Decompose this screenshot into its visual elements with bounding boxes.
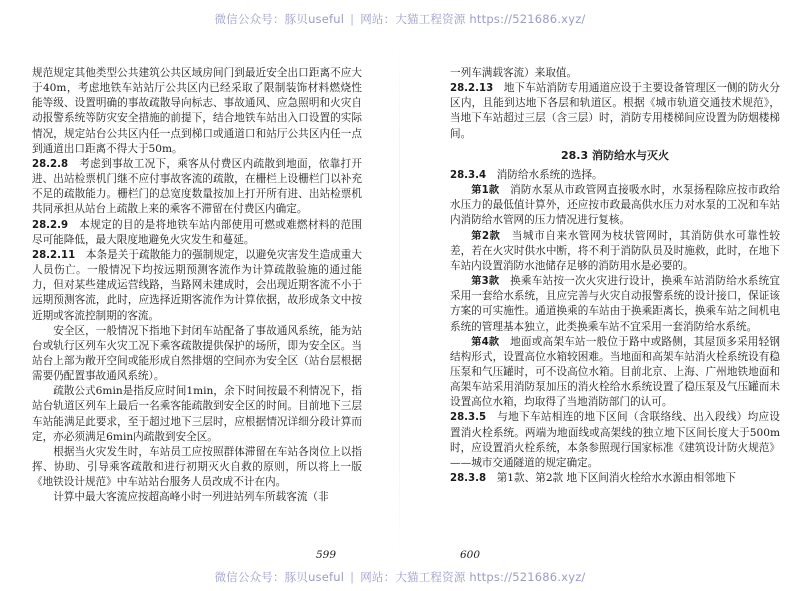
item-label: 第2款 xyxy=(471,230,501,242)
clause-number: 28.2.11 xyxy=(32,249,76,261)
paragraph: 安全区，一般情况下指地下封闭车站配备了事故通风系统，能为站台或轨行区列车火灾工况下乘客疏散提供保护的场所，即为安全区。当站台上部为敞开空间或能形成自然排烟的空间亦为安全区（站台层根据需要仍配置事故通风系统）。 xyxy=(32,324,362,383)
paragraph: 28.2.8 考虑到事故工况下，乘客从付费区内疏散到地面，依靠打开进、出站检票机门继不应付事故客流的疏散，在栅栏上设栅栏门以补充不足的疏散能力。栅栏门的总宽度数量按加上打开所有进、出站检票机共同承担从站台上疏散上来的乘客不滞留在付费区内确定。 xyxy=(32,157,363,216)
paragraph: 28.2.11 本条是关于疏散能力的强制规定，以避免灾害发生造成重大人员伤亡。一般情况下均按远期预测客流作为计算疏散验施的通过能力，但对某些建成运营线路，当路网未建成时，会出现近期客流不小于远期预测客流，此时，应选择近期客流作为计算依据，故形成条文中按近期或客流控制期的客流。 xyxy=(32,248,363,322)
page-gutter xyxy=(399,40,400,560)
right-page-body xyxy=(450,66,780,486)
clause-number: 28.2.9 xyxy=(32,219,69,231)
clause-number: 28.2.8 xyxy=(32,158,69,170)
paragraph: 规范规定其他类型公共建筑公共区域房间门到最近安全出口距离不应大于40m，考虑地铁车站站厅公共区内已经采取了限制装饰材料燃烧性能等级、设置明确的事故疏散导向标志、事故通风、应急照明和火灾自动报警系统等防灾安全措施的前提下，结合地铁车站出入口设置的实际情况，规定站台公共区内任一点到梯口或通道口和站厅公共区内任一点到通道出口距离不得大于50m。 xyxy=(32,67,362,155)
paragraph: 第2款 当城市自来水管网为枝状管网时，其消防供水可靠性较差，若在火灾时供水中断，将不利于消防队员及时施救，此时，在地下车站内设置消防水池储存足够的消防用水是必要的。 xyxy=(450,229,781,272)
page-number-left: 599 xyxy=(316,549,337,561)
watermark-wechat: 微信公众号：豚贝useful xyxy=(214,12,345,26)
watermark-bottom xyxy=(0,569,800,585)
paragraph: 一列车满载客流）来取值。 xyxy=(450,67,578,79)
clause-number: 28.2.13 xyxy=(450,83,494,95)
watermark-wechat: 微信公众号：豚贝useful xyxy=(214,570,345,584)
item-label: 第4款 xyxy=(471,336,500,348)
left-page-body xyxy=(32,66,362,506)
watermark-separator: | xyxy=(350,12,355,26)
page-number-right: 600 xyxy=(460,549,481,561)
paragraph: 根据当火灾发生时，车站员工应按照群体滞留在车站各岗位上以指挥、协助、引导乘客疏散和进行初期灭火自救的原则，所以将上一版《地铁设计规范》中车站站台服务人员改成不计在内。 xyxy=(32,445,362,489)
paragraph: 28.2.9 本规定的目的是将地铁车站内部使用可燃或难燃材料的范围尽可能降低，最大限度地避免火灾发生和蔓延。 xyxy=(32,218,363,246)
watermark-top xyxy=(0,11,800,27)
paragraph: 28.3.4 消防给水系统的选择。 xyxy=(450,168,603,181)
item-label: 第3款 xyxy=(471,276,500,288)
watermark-url: https://521686.xyz/ xyxy=(469,12,586,26)
paragraph: 28.2.13 地下车站消防专用通道应设于主要设备管理区一侧的防火分区内，且能到达地下各层和轨道区。根据《城市轨道交通技术规范》，当地下车站超过三层（含三层）时，消防专用楼梯间应设置为防烟楼梯间。 xyxy=(450,82,781,140)
paragraph: 第4款 地面或高架车站一般位于路中或路侧，其屋顶多采用轻钢结构形式，设置高位水箱较困难。当地面和高架车站消火栓系统设有稳压泵和气压罐时，可不设高位水箱。目前北京、上海、广州地铁地面和高架车站采用消防泵加压的消火栓给水系统设置了稳压泵及气压罐而未设置高位水箱，均取得了当地消防部门的认可。 xyxy=(450,335,781,409)
clause-number: 28.3.8 xyxy=(450,473,487,485)
paragraph: 28.3.8 第1款、第2款 地下区间消火栓给水水源由相邻地下 xyxy=(450,472,737,485)
paragraph: 第3款 换乘车站按一次火灾进行设计，换乘车站消防给水系统宜采用一套给水系统，且应完善与火灾自动报警系统的设计接口，保证该方案的可实施性。通道换乘的车站由于换乘距离长，换乘车站之间机电系统的管理基本独立，此类换乘车站不宜采用一套消防给水系统。 xyxy=(450,275,781,333)
paragraph: 第1款 消防水泵从市政管网直接吸水时，水泵扬程除应按市政给水压力的最低值计算外，还应按市政最高供水压力对水泵的工况和车站内消防给水管网的压力情况进行复核。 xyxy=(450,184,781,227)
paragraph: 疏散公式6min是指反应时间1min，余下时间按最不利情况下，指站台轨道区列车上最后一名乘客能疏散到安全区的时间。目前地下三层车站能满足此要求，至于超过地下三层时，应根据情况详细分段计算而定，亦必须满足6min内疏散到安全区。 xyxy=(32,385,362,443)
item-label: 第1款 xyxy=(471,185,500,197)
watermark-separator: | xyxy=(350,570,355,584)
watermark-url: https://521686.xyz/ xyxy=(469,570,586,584)
clause-number: 28.3.4 xyxy=(450,169,487,181)
paragraph: 28.3.5 与地下车站相连的地下区间（含联络线、出入段线）均应设置消火栓系统。两端为地面线或高架线的独立地下区间长度大于500m时，应设置消火栓系统，本条参照现行国家标准《建筑设计防火规范》——城市交通隧道的规定确定。 xyxy=(450,411,781,469)
watermark-site-label: 网站：大猫工程资源 xyxy=(360,12,466,26)
section-heading: 28.3 消防给水与灭火 xyxy=(561,148,669,162)
paragraph: 计算中最大客流应按超高峰小时一列进站列车所载客流（非 xyxy=(53,491,329,504)
watermark-site-label: 网站：大猫工程资源 xyxy=(360,570,466,584)
clause-number: 28.3.5 xyxy=(450,412,487,424)
